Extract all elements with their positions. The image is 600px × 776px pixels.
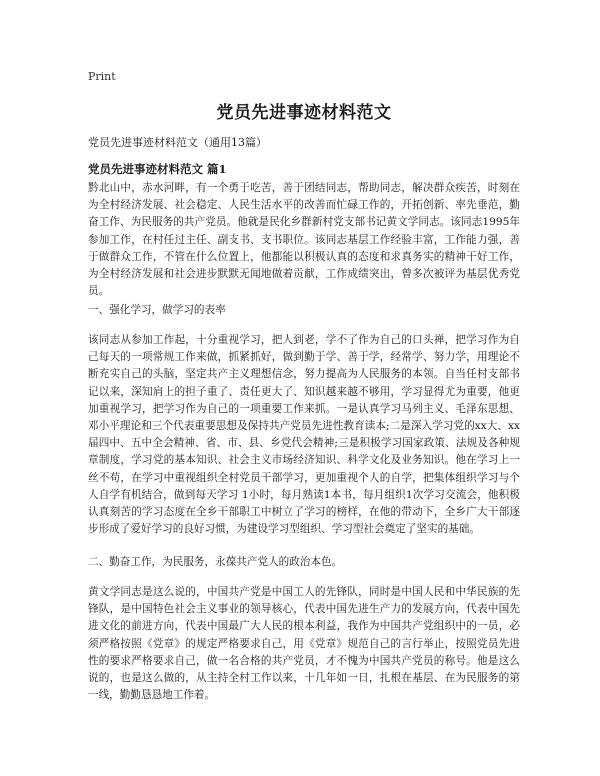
paragraph-service: 黄文学同志是这么说的，中国共产党是中国工人的先锋队，同时是中国人民和中华民族的先锋队，是中国特色社会主义事业的领导核心，代表中国先进生产力的发展方向，代表中国先进文化的前进方向，代表中国最广大人民的根本利益，我作为中国共产党组织中的一员，必须严格按照《党章》的规定严格要求自己，用《党章》规范自己的言行举止，按照党员先进性的要求严格要求自己，做一名合格的共产党员，才不愧为中国共产党员的称号。他是这么说的，也是这么做的，从主持全村工作以来，十几年如一日，扎根在基层、在为民服务的第一线，勤勤恳恳地工作着。	[88, 586, 520, 702]
section-heading-1: 一、强化学习，做学习的表率	[88, 304, 226, 316]
print-link[interactable]: Print	[88, 70, 116, 83]
article-heading: 党员先进事迹材料范文 篇1	[88, 162, 227, 176]
document-subtitle: 党员先进事迹材料范文（通用13篇）	[88, 136, 267, 149]
paragraph-study: 该同志从参加工作起，十分重视学习，把人到老，学不了作为自己的口头禅，把学习作为自己每天的一项常规工作来做，抓紧抓好，做到勤于学、善于学，经常学、努力学，用理论不断充实自己的头脑，坚定共产主义理想信念，努力提高为人民服务的本领。自当任村支部书记以来，深知肩上的担子重了、责任更大了、知识越来越不够用，学习显得尤为重要，他更加重视学习，把学习作为自己的一项重要工作来抓。一是认真学习马列主义、毛泽东思想、邓小平理论和三个代表重要思想及保持共产党员先进性教育读本;二是深入学习党的xx大、xx届四中、五中全会精神、省、市、县、乡党代会精神;三是积极学习国家政策、法规及各种规章制度，学习党的基本知识、社会主义市场经济知识、科学文化及业务知识。他在学习上一丝不苟，在学习中重视组织全村党员干部学习，更加重视个人的自学，把集体组织学习与个人自学有机结合，做到每天学习 1小时，每月熟读1本书，每月组织1次学习交流会，他积极认真刻苦的学习态度在全乡干部职工中树立了学习的榜样，在他的带动下，全乡广大干部逐步形成了爱好学习的良好习惯，为建设学习型组织、学习型社会奠定了坚实的基础。	[88, 334, 520, 536]
section-heading-2: 二、勤奋工作，为民服务，永葆共产党人的政治本色。	[88, 556, 343, 568]
paragraph-intro: 黔北山中，赤水河畔，有一个勇于吃苦，善于团结同志，帮助同志，解决群众疾苦，时刻在为全村经济发展、社会稳定、人民生活水平的改善而忙碌工作的，开拓创新、率先垂范，勤奋工作、为民服务的共产党员。他就是民化乡群新村党支部书记黄文学同志。该同志1995年参加工作，在村任过主任、副支书、支书职位。该同志基层工作经验丰富，工作能力强，善于做群众工作，不管在什么位置上，他都能以积极认真的态度和求真务实的精神干好工作，为全村经济发展和社会进步默默无闻地做着贡献，工作成绩突出，曾多次被评为基层优秀党员。	[88, 182, 520, 298]
page-title: 党员先进事迹材料范文	[216, 103, 392, 123]
